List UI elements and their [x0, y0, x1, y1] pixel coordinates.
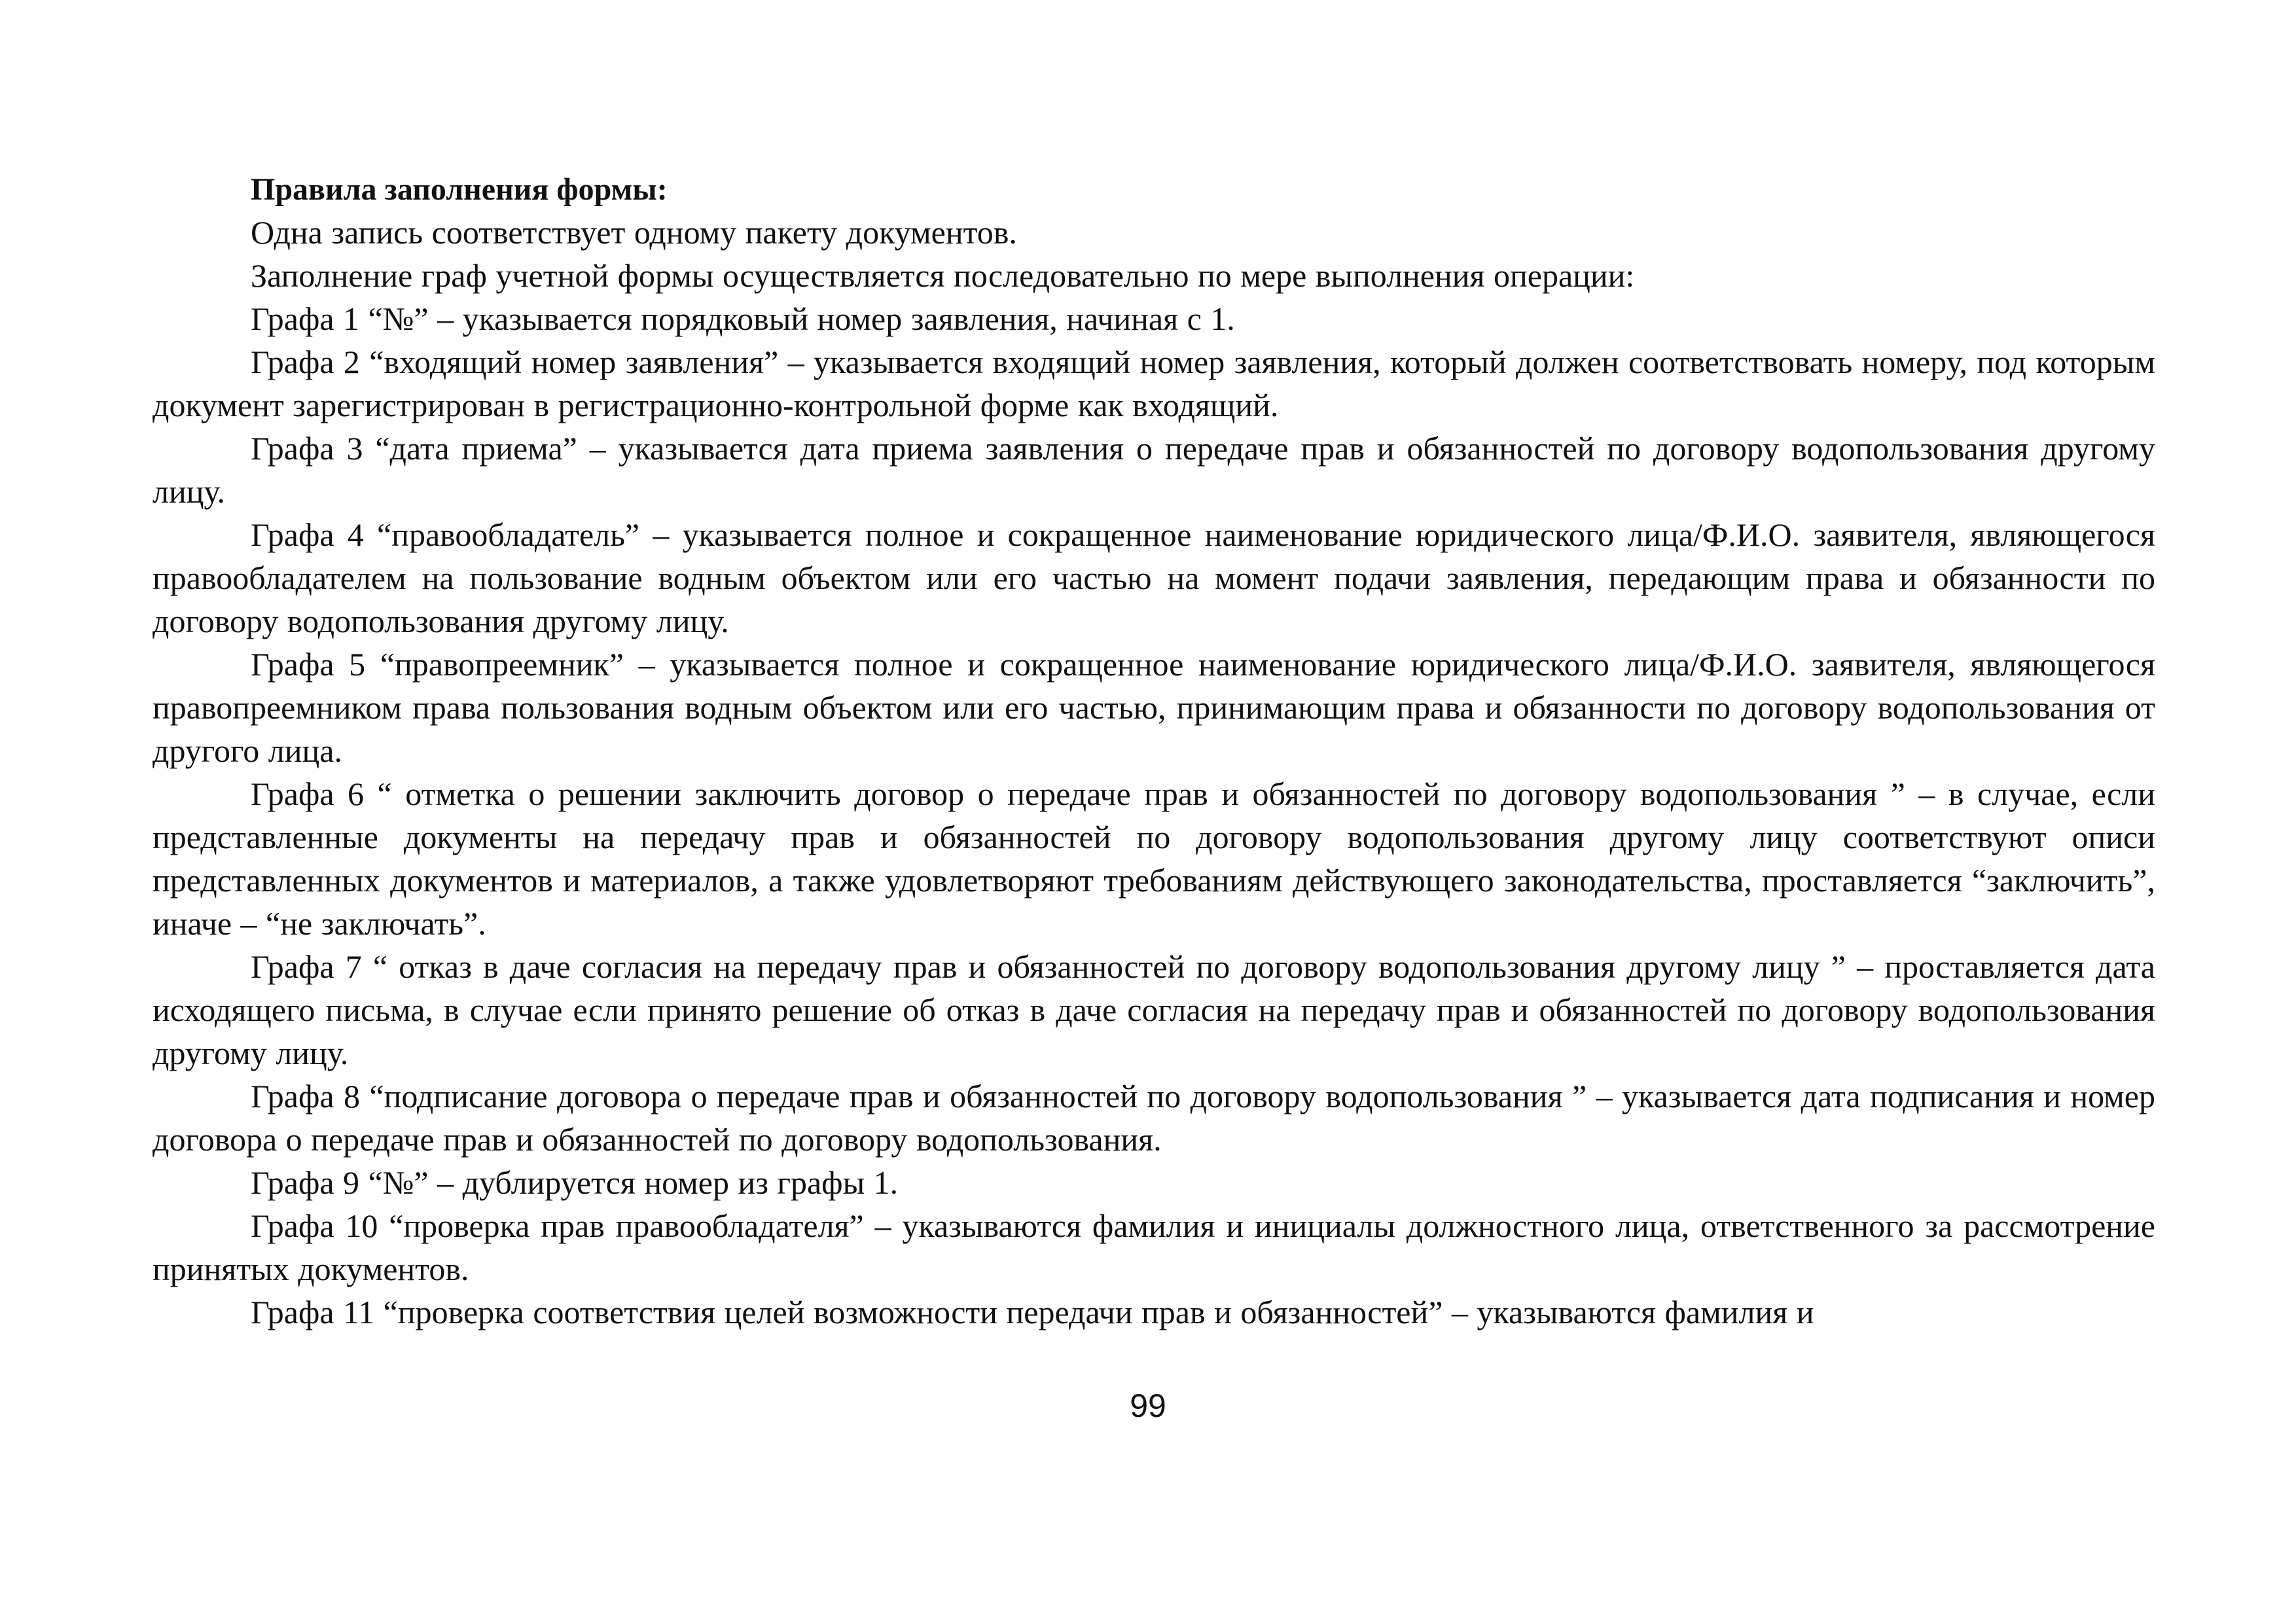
paragraph-column-7: Графа 7 “ отказ в даче согласия на передачу прав и обязанностей по договору водопользования другому лицу ” – проставляется дата исходящего письма, в случае если принято решение об отказ в даче согласия на передачу прав и обязанностей по договору водопользования другому лицу. — [152, 948, 2155, 1071]
paragraph-filling-order: Заполнение граф учетной формы осуществляется последовательно по мере выполнения операции: — [251, 257, 1635, 294]
paragraph-column-4: Графа 4 “правообладатель” – указывается полное и сокращенное наименование юридического лица/Ф.И.О. заявителя, являющегося правообладателем на пользование водным объектом или его частью на момент подачи заявления, передающим права и обязанности по договору водопользования другому лицу. — [152, 516, 2155, 639]
paragraph-column-1: Графа 1 “№” – указывается порядковый номер заявления, начиная с 1. — [251, 300, 1235, 337]
paragraph-column-11: Графа 11 “проверка соответствия целей возможности передачи прав и обязанностей” – указываются фамилия и — [251, 1294, 1814, 1330]
paragraph-column-6: Графа 6 “ отметка о решении заключить договор о передаче прав и обязанностей по договору водопользования ” – в случае, если представленные документы на передачу прав и обязанностей по договору водопользования другому лицу соответствуют описи представленных документов и материалов, а также удовлетворяют требованиям действующего законодательства, проставляется “заключить”, иначе – “не заключать”. — [152, 776, 2155, 942]
page-number: 99 — [1130, 1387, 1166, 1424]
paragraph-column-8: Графа 8 “подписание договора о передаче прав и обязанностей по договору водопользования ” – указывается дата подписания и номер договора о передаче прав и обязанностей по договору водопользования. — [152, 1078, 2155, 1158]
document-page — [152, 169, 2155, 1334]
paragraph-column-5: Графа 5 “правопреемник” – указывается полное и сокращенное наименование юридического лица/Ф.И.О. заявителя, являющегося правопреемником права пользования водным объектом или его частью, принимающим права и обязанности по договору водопользования от другого лица. — [152, 646, 2155, 769]
paragraph-column-2: Графа 2 “входящий номер заявления” – указывается входящий номер заявления, который должен соответствовать номеру, под которым документ зарегистрирован в регистрационно-контрольной форме как входящий. — [152, 344, 2155, 423]
paragraph-column-10: Графа 10 “проверка прав правообладателя” – указываются фамилия и инициалы должностного лица, ответственного за рассмотрение принятых документов. — [152, 1207, 2155, 1287]
paragraph-one-record: Одна запись соответствует одному пакету документов. — [251, 214, 1017, 251]
section-heading: Правила заполнения формы: — [251, 172, 668, 207]
paragraph-column-9: Графа 9 “№” – дублируется номер из графы 1. — [251, 1164, 899, 1201]
paragraph-column-3: Графа 3 “дата приема” – указывается дата приема заявления о передаче прав и обязанностей по договору водопользования другому лицу. — [152, 430, 2155, 510]
